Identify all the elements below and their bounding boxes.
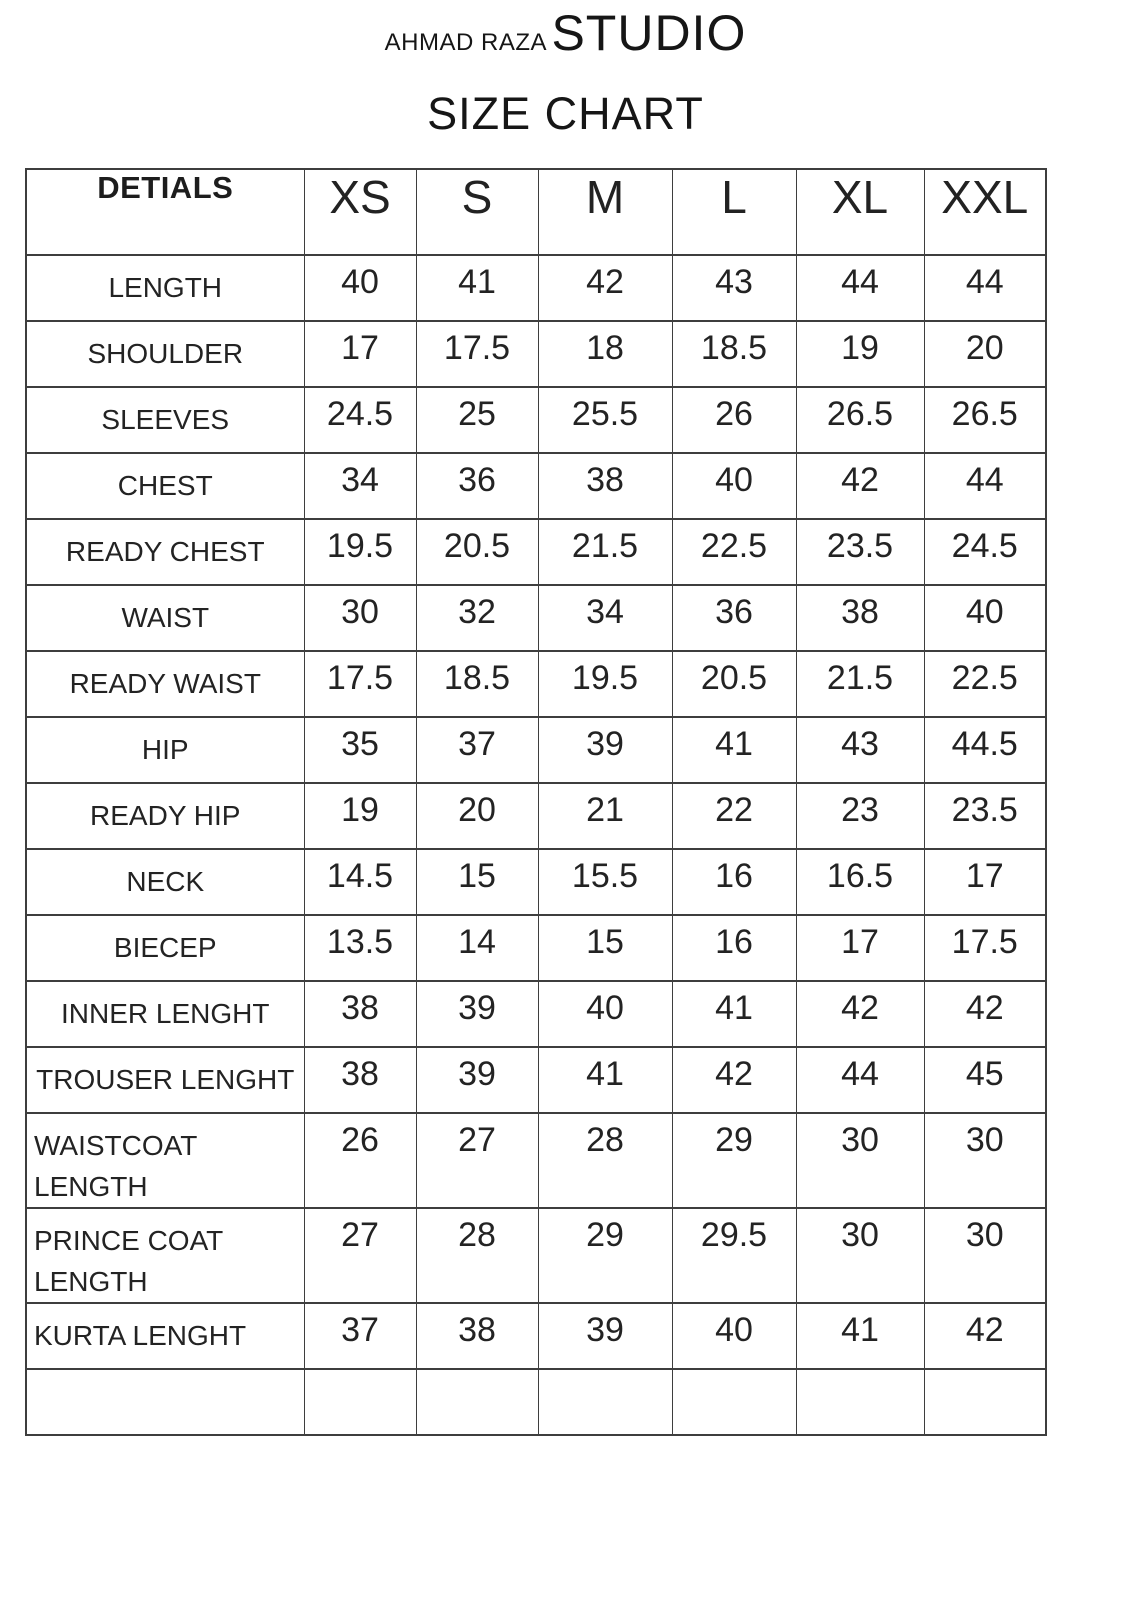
table-row xyxy=(26,1303,1046,1369)
size-value-cell xyxy=(672,1369,796,1435)
column-header-xxl: XXL xyxy=(924,169,1046,255)
row-label xyxy=(26,1208,304,1303)
size-value-cell: 20 xyxy=(924,321,1046,387)
row-label-text: LENGTH xyxy=(108,272,223,303)
size-value-cell: 23.5 xyxy=(924,783,1046,849)
size-value-cell: 26 xyxy=(304,1113,416,1208)
size-value-cell xyxy=(304,1369,416,1435)
size-value-cell: 35 xyxy=(304,717,416,783)
size-value-cell: 21.5 xyxy=(796,651,924,717)
table-row xyxy=(26,981,1046,1047)
size-value-cell xyxy=(416,1369,538,1435)
size-value-cell: 42 xyxy=(796,453,924,519)
row-label xyxy=(26,717,304,783)
size-value-cell: 24.5 xyxy=(924,519,1046,585)
size-value-cell: 21 xyxy=(538,783,672,849)
size-value-cell: 44 xyxy=(796,1047,924,1113)
size-value-cell: 15 xyxy=(538,915,672,981)
row-label xyxy=(26,321,304,387)
size-value-cell: 25 xyxy=(416,387,538,453)
size-value-cell: 42 xyxy=(538,255,672,321)
table-row xyxy=(26,849,1046,915)
size-value-cell: 39 xyxy=(538,717,672,783)
size-value-cell: 37 xyxy=(416,717,538,783)
size-value-cell: 17.5 xyxy=(924,915,1046,981)
page-title: SIZE CHART xyxy=(427,88,704,139)
size-value-cell: 18 xyxy=(538,321,672,387)
size-value-cell: 29 xyxy=(672,1113,796,1208)
column-header-s: S xyxy=(416,169,538,255)
size-value-cell: 42 xyxy=(796,981,924,1047)
size-value-cell: 19.5 xyxy=(304,519,416,585)
size-value-cell: 32 xyxy=(416,585,538,651)
size-value-cell xyxy=(796,1369,924,1435)
table-row xyxy=(26,585,1046,651)
size-value-cell: 38 xyxy=(304,981,416,1047)
size-value-cell xyxy=(924,1369,1046,1435)
size-value-cell: 15 xyxy=(416,849,538,915)
row-label-text: READY WAIST xyxy=(69,668,261,699)
row-label-text: PRINCE COAT LENGTH xyxy=(34,1225,223,1297)
size-value-cell: 30 xyxy=(796,1113,924,1208)
size-value-cell: 41 xyxy=(672,981,796,1047)
table-row xyxy=(26,783,1046,849)
row-label-text: HIP xyxy=(141,734,189,765)
table-row xyxy=(26,915,1046,981)
row-label-text: NECK xyxy=(126,866,205,897)
size-value-cell: 42 xyxy=(924,1303,1046,1369)
table-row xyxy=(26,651,1046,717)
size-chart-table xyxy=(25,168,1047,1436)
size-value-cell: 21.5 xyxy=(538,519,672,585)
size-value-cell: 44 xyxy=(796,255,924,321)
size-value-cell: 34 xyxy=(304,453,416,519)
size-value-cell: 27 xyxy=(304,1208,416,1303)
row-label xyxy=(26,1369,304,1435)
row-label-text: TROUSER LENGHT xyxy=(36,1064,295,1095)
size-value-cell: 38 xyxy=(304,1047,416,1113)
table-row xyxy=(26,255,1046,321)
size-value-cell: 38 xyxy=(796,585,924,651)
row-label-text: CHEST xyxy=(117,470,213,501)
size-value-cell: 43 xyxy=(672,255,796,321)
size-value-cell: 38 xyxy=(538,453,672,519)
column-header-m: M xyxy=(538,169,672,255)
size-value-cell: 37 xyxy=(304,1303,416,1369)
table-row xyxy=(26,321,1046,387)
size-value-cell: 41 xyxy=(416,255,538,321)
row-label xyxy=(26,387,304,453)
size-value-cell xyxy=(538,1369,672,1435)
brand-name-large: STUDIO xyxy=(551,5,747,61)
size-value-cell: 24.5 xyxy=(304,387,416,453)
row-label-text: SLEEVES xyxy=(101,404,230,435)
table-row xyxy=(26,1208,1046,1303)
size-value-cell: 30 xyxy=(796,1208,924,1303)
size-value-cell: 22.5 xyxy=(672,519,796,585)
size-value-cell: 26 xyxy=(672,387,796,453)
size-value-cell: 42 xyxy=(672,1047,796,1113)
size-value-cell: 39 xyxy=(416,1047,538,1113)
size-value-cell: 18.5 xyxy=(416,651,538,717)
size-value-cell: 23 xyxy=(796,783,924,849)
size-value-cell: 40 xyxy=(304,255,416,321)
row-label xyxy=(26,783,304,849)
row-label xyxy=(26,255,304,321)
size-value-cell: 36 xyxy=(416,453,538,519)
size-value-cell: 44.5 xyxy=(924,717,1046,783)
table-header-row xyxy=(26,169,1046,255)
size-value-cell: 26.5 xyxy=(924,387,1046,453)
row-label xyxy=(26,1047,304,1113)
size-value-cell: 40 xyxy=(538,981,672,1047)
size-value-cell: 41 xyxy=(672,717,796,783)
size-value-cell: 14.5 xyxy=(304,849,416,915)
row-label-text: SHOULDER xyxy=(87,338,244,369)
row-label xyxy=(26,981,304,1047)
column-header-xs: XS xyxy=(304,169,416,255)
column-header-details: DETIALS xyxy=(26,169,304,255)
table-row xyxy=(26,1113,1046,1208)
table-row xyxy=(26,453,1046,519)
table-row xyxy=(26,1047,1046,1113)
size-value-cell: 26.5 xyxy=(796,387,924,453)
size-value-cell: 15.5 xyxy=(538,849,672,915)
column-header-l: L xyxy=(672,169,796,255)
size-value-cell: 22.5 xyxy=(924,651,1046,717)
row-label-text: WAIST xyxy=(121,602,210,633)
size-value-cell: 41 xyxy=(796,1303,924,1369)
empty-table-row xyxy=(26,1369,1046,1435)
size-value-cell: 19 xyxy=(796,321,924,387)
size-value-cell: 29.5 xyxy=(672,1208,796,1303)
row-label-text: WAISTCOAT LENGTH xyxy=(34,1130,197,1202)
table-row xyxy=(26,717,1046,783)
size-value-cell: 20.5 xyxy=(672,651,796,717)
row-label xyxy=(26,849,304,915)
size-value-cell: 28 xyxy=(538,1113,672,1208)
size-value-cell: 30 xyxy=(304,585,416,651)
size-value-cell: 39 xyxy=(538,1303,672,1369)
size-table-body xyxy=(26,255,1046,1435)
size-value-cell: 20.5 xyxy=(416,519,538,585)
row-label-text: KURTA LENGHT xyxy=(34,1320,247,1352)
table-row xyxy=(26,387,1046,453)
size-value-cell: 27 xyxy=(416,1113,538,1208)
size-value-cell: 44 xyxy=(924,255,1046,321)
size-value-cell: 36 xyxy=(672,585,796,651)
column-header-xl: XL xyxy=(796,169,924,255)
size-value-cell: 40 xyxy=(672,1303,796,1369)
size-value-cell: 16.5 xyxy=(796,849,924,915)
brand-name-small: AHMAD RAZA xyxy=(384,29,547,56)
size-value-cell: 30 xyxy=(924,1208,1046,1303)
row-label xyxy=(26,915,304,981)
size-value-cell: 17.5 xyxy=(304,651,416,717)
size-value-cell: 42 xyxy=(924,981,1046,1047)
size-value-cell: 19 xyxy=(304,783,416,849)
size-value-cell: 28 xyxy=(416,1208,538,1303)
row-label-text: READY CHEST xyxy=(65,536,265,567)
size-value-cell: 17 xyxy=(796,915,924,981)
size-value-cell: 30 xyxy=(924,1113,1046,1208)
row-label xyxy=(26,453,304,519)
size-value-cell: 17.5 xyxy=(416,321,538,387)
size-value-cell: 34 xyxy=(538,585,672,651)
size-value-cell: 23.5 xyxy=(796,519,924,585)
size-value-cell: 17 xyxy=(924,849,1046,915)
size-value-cell: 39 xyxy=(416,981,538,1047)
row-label-text: READY HIP xyxy=(90,800,241,831)
size-value-cell: 40 xyxy=(672,453,796,519)
size-value-cell: 14 xyxy=(416,915,538,981)
size-value-cell: 38 xyxy=(416,1303,538,1369)
size-value-cell: 17 xyxy=(304,321,416,387)
size-value-cell: 16 xyxy=(672,915,796,981)
row-label xyxy=(26,519,304,585)
row-label xyxy=(26,1113,304,1208)
size-value-cell: 19.5 xyxy=(538,651,672,717)
row-label-text: BIECEP xyxy=(113,932,217,963)
size-value-cell: 41 xyxy=(538,1047,672,1113)
size-value-cell: 45 xyxy=(924,1047,1046,1113)
size-value-cell: 40 xyxy=(924,585,1046,651)
size-value-cell: 13.5 xyxy=(304,915,416,981)
size-value-cell: 20 xyxy=(416,783,538,849)
size-value-cell: 44 xyxy=(924,453,1046,519)
row-label xyxy=(26,585,304,651)
brand-header xyxy=(0,0,1131,62)
size-value-cell: 29 xyxy=(538,1208,672,1303)
size-value-cell: 22 xyxy=(672,783,796,849)
size-value-cell: 16 xyxy=(672,849,796,915)
row-label-text: INNER LENGHT xyxy=(61,998,270,1029)
size-value-cell: 43 xyxy=(796,717,924,783)
row-label xyxy=(26,1303,304,1369)
table-row xyxy=(26,519,1046,585)
size-value-cell: 25.5 xyxy=(538,387,672,453)
row-label xyxy=(26,651,304,717)
size-value-cell: 18.5 xyxy=(672,321,796,387)
